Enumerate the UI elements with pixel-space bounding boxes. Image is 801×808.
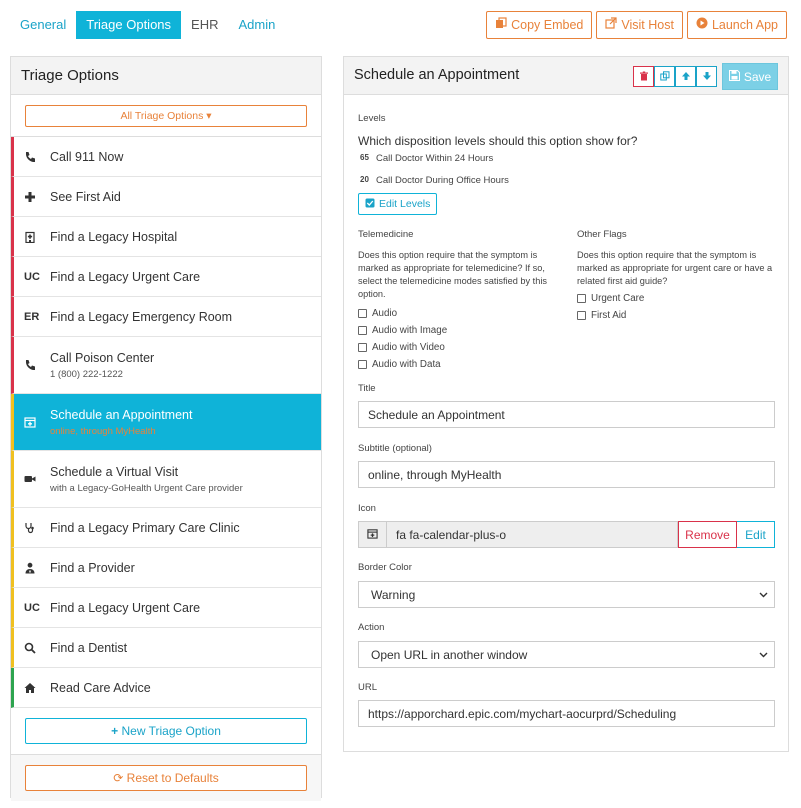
item-title: Find a Legacy Hospital xyxy=(50,229,178,244)
icon-label: Icon xyxy=(358,503,376,514)
copy-icon xyxy=(495,12,507,38)
telemedicine-section xyxy=(358,229,558,373)
url-label: URL xyxy=(358,682,378,693)
checkbox-box[interactable] xyxy=(577,311,586,320)
list-item[interactable] xyxy=(11,137,321,177)
checkbox-box[interactable] xyxy=(358,326,367,335)
list-item[interactable] xyxy=(11,451,321,508)
checkbox-audio-with-data[interactable] xyxy=(358,356,558,373)
level-item xyxy=(360,175,509,186)
reset-row xyxy=(11,755,321,801)
top-nav xyxy=(10,11,285,39)
duplicate-button[interactable] xyxy=(654,66,675,87)
visit-host-button[interactable] xyxy=(596,11,683,39)
stethoscope-icon xyxy=(24,522,40,534)
title-label: Title xyxy=(358,383,376,394)
home-icon xyxy=(24,682,40,694)
reset-label: Reset to Defaults xyxy=(126,771,219,785)
launch-app-label: Launch App xyxy=(711,18,778,32)
new-option-row xyxy=(11,708,321,755)
item-title: Call Poison Center xyxy=(50,350,155,365)
editor-title: Schedule an Appointment xyxy=(354,67,520,83)
item-title: Schedule a Virtual Visit xyxy=(50,464,179,479)
play-circle-icon xyxy=(696,12,708,38)
item-title: Read Care Advice xyxy=(50,680,151,695)
checkbox-audio[interactable] xyxy=(358,305,558,322)
remove-icon-button[interactable]: Remove xyxy=(678,521,737,548)
icon-preview xyxy=(358,521,387,548)
phone-icon xyxy=(24,359,40,371)
checkbox-audio-with-video[interactable] xyxy=(358,339,558,356)
item-subtitle: online, through MyHealth xyxy=(50,425,156,437)
level-number: 20 xyxy=(360,175,369,184)
list-item[interactable] xyxy=(11,257,321,297)
copy-embed-button[interactable] xyxy=(486,11,592,39)
filter-row xyxy=(11,95,321,137)
checkbox-label: Audio with Data xyxy=(372,359,441,370)
checkbox-audio-with-image[interactable] xyxy=(358,322,558,339)
other-flags-description: Does this option require that the symptom is marked as appropriate for urgent care or have a related first aid guide? xyxy=(577,250,773,286)
save-button[interactable] xyxy=(722,63,778,90)
user-md-icon xyxy=(24,562,40,574)
checkbox-label: Audio with Image xyxy=(372,325,448,336)
copy-icon xyxy=(660,70,670,84)
border-color-value: Warning xyxy=(371,587,416,602)
floppy-icon xyxy=(729,70,740,84)
editor-tools xyxy=(633,66,717,87)
urgent-care-icon: UC xyxy=(24,270,40,283)
chevron-down-icon xyxy=(759,588,768,602)
move-up-button[interactable] xyxy=(675,66,696,87)
action-select[interactable] xyxy=(358,641,775,668)
item-title: Find a Legacy Primary Care Clinic xyxy=(50,520,240,535)
plus-icon: + xyxy=(111,724,119,738)
save-label: Save xyxy=(743,69,772,84)
item-title: Find a Legacy Emergency Room xyxy=(50,309,233,324)
edit-levels-label: Edit Levels xyxy=(379,198,431,210)
urgent-care-icon: UC xyxy=(24,601,40,614)
filter-dropdown[interactable] xyxy=(25,105,307,127)
item-title: Call 911 Now xyxy=(50,149,124,164)
subtitle-input[interactable]: online, through MyHealth xyxy=(358,461,775,488)
item-title: See First Aid xyxy=(50,189,121,204)
edit-levels-button[interactable] xyxy=(358,193,437,215)
copy-embed-label: Copy Embed xyxy=(511,18,584,32)
checkbox-box[interactable] xyxy=(358,309,367,318)
reset-to-defaults-button[interactable] xyxy=(25,765,307,791)
tab-triage-options[interactable]: Triage Options xyxy=(76,11,181,39)
action-label: Action xyxy=(358,622,385,633)
calendar-plus-icon xyxy=(24,416,40,428)
tab-admin[interactable]: Admin xyxy=(238,17,276,32)
checkbox-first-aid[interactable] xyxy=(577,307,777,324)
move-down-button[interactable] xyxy=(696,66,717,87)
checkbox-box[interactable] xyxy=(358,360,367,369)
item-title: Find a Legacy Urgent Care xyxy=(50,269,201,284)
list-item[interactable] xyxy=(11,548,321,588)
refresh-icon: ⟳ xyxy=(113,771,124,785)
list-item[interactable] xyxy=(11,177,321,217)
list-item[interactable] xyxy=(11,588,321,628)
video-camera-icon xyxy=(24,473,40,485)
other-flags-section xyxy=(577,229,777,324)
checkbox-box[interactable] xyxy=(577,294,586,303)
item-title: Find a Legacy Urgent Care xyxy=(50,600,201,615)
item-title: Find a Provider xyxy=(50,560,135,575)
trash-icon xyxy=(639,70,649,84)
list-item[interactable] xyxy=(11,337,321,394)
filter-label: All Triage Options xyxy=(120,109,204,122)
level-text: Call Doctor Within 24 Hours xyxy=(376,153,494,164)
icon-input: fa fa-calendar-plus-o xyxy=(387,521,678,548)
external-link-icon xyxy=(605,12,617,38)
tab-general[interactable]: General xyxy=(20,17,67,32)
editor-header xyxy=(344,57,788,95)
item-title: Find a Dentist xyxy=(50,640,128,655)
triage-options-panel xyxy=(10,56,322,798)
levels-label: Levels xyxy=(358,113,386,124)
new-triage-option-button[interactable] xyxy=(25,718,307,744)
list-item[interactable] xyxy=(11,297,321,337)
list-item-selected[interactable] xyxy=(11,394,321,451)
icon-field-group xyxy=(358,521,775,548)
arrow-down-icon xyxy=(702,70,712,84)
checkbox-urgent-care[interactable] xyxy=(577,290,777,307)
checkbox-box[interactable] xyxy=(358,343,367,352)
top-actions xyxy=(486,11,787,39)
level-item xyxy=(360,153,493,164)
delete-button[interactable] xyxy=(633,66,654,87)
item-subtitle: with a Legacy-GoHealth Urgent Care provider xyxy=(50,482,243,494)
level-text: Call Doctor During Office Hours xyxy=(376,175,509,186)
list-item[interactable] xyxy=(11,628,321,668)
checkbox-label: Urgent Care xyxy=(591,293,645,304)
title-input[interactable]: Schedule an Appointment xyxy=(358,401,775,428)
phone-icon xyxy=(24,151,40,163)
launch-app-button[interactable] xyxy=(687,11,787,39)
search-icon xyxy=(24,642,40,654)
hospital-icon xyxy=(24,231,40,243)
caret-down-icon: ▾ xyxy=(206,109,212,122)
checkbox-label: First Aid xyxy=(591,310,627,321)
new-triage-option-label: New Triage Option xyxy=(121,724,221,738)
telemedicine-description: Does this option require that the symptom is marked as appropriate for telemedicine? If so, select the telemedicine modes satisfied by this option. xyxy=(358,250,547,299)
option-editor-panel xyxy=(343,56,789,752)
item-subtitle: 1 (800) 222-1222 xyxy=(50,368,123,380)
list-item[interactable] xyxy=(11,668,321,708)
subtitle-label: Subtitle (optional) xyxy=(358,443,432,454)
calendar-plus-icon xyxy=(367,528,378,542)
other-flags-label: Other Flags xyxy=(577,229,627,240)
url-input[interactable]: https://apporchard.epic.com/mychart-aocurprd/Scheduling xyxy=(358,700,775,727)
list-item[interactable] xyxy=(11,508,321,548)
arrow-up-icon xyxy=(681,70,691,84)
item-title: Schedule an Appointment xyxy=(50,407,193,422)
list-item[interactable] xyxy=(11,217,321,257)
emergency-room-icon: ER xyxy=(24,310,40,323)
plus-icon xyxy=(24,191,40,203)
action-value: Open URL in another window xyxy=(371,647,528,662)
border-color-label: Border Color xyxy=(358,562,412,573)
levels-question: Which disposition levels should this option show for? xyxy=(358,134,638,148)
visit-host-label: Visit Host xyxy=(621,18,674,32)
telemedicine-label: Telemedicine xyxy=(358,229,414,240)
checkbox-label: Audio xyxy=(372,308,398,319)
chevron-down-icon xyxy=(759,648,768,662)
tab-ehr[interactable]: EHR xyxy=(191,17,219,32)
edit-icon-button[interactable]: Edit xyxy=(737,521,775,548)
check-square-icon xyxy=(365,198,375,211)
level-number: 65 xyxy=(360,153,369,162)
panel-title: Triage Options xyxy=(11,57,321,95)
border-color-select[interactable] xyxy=(358,581,775,608)
checkbox-label: Audio with Video xyxy=(372,342,445,353)
